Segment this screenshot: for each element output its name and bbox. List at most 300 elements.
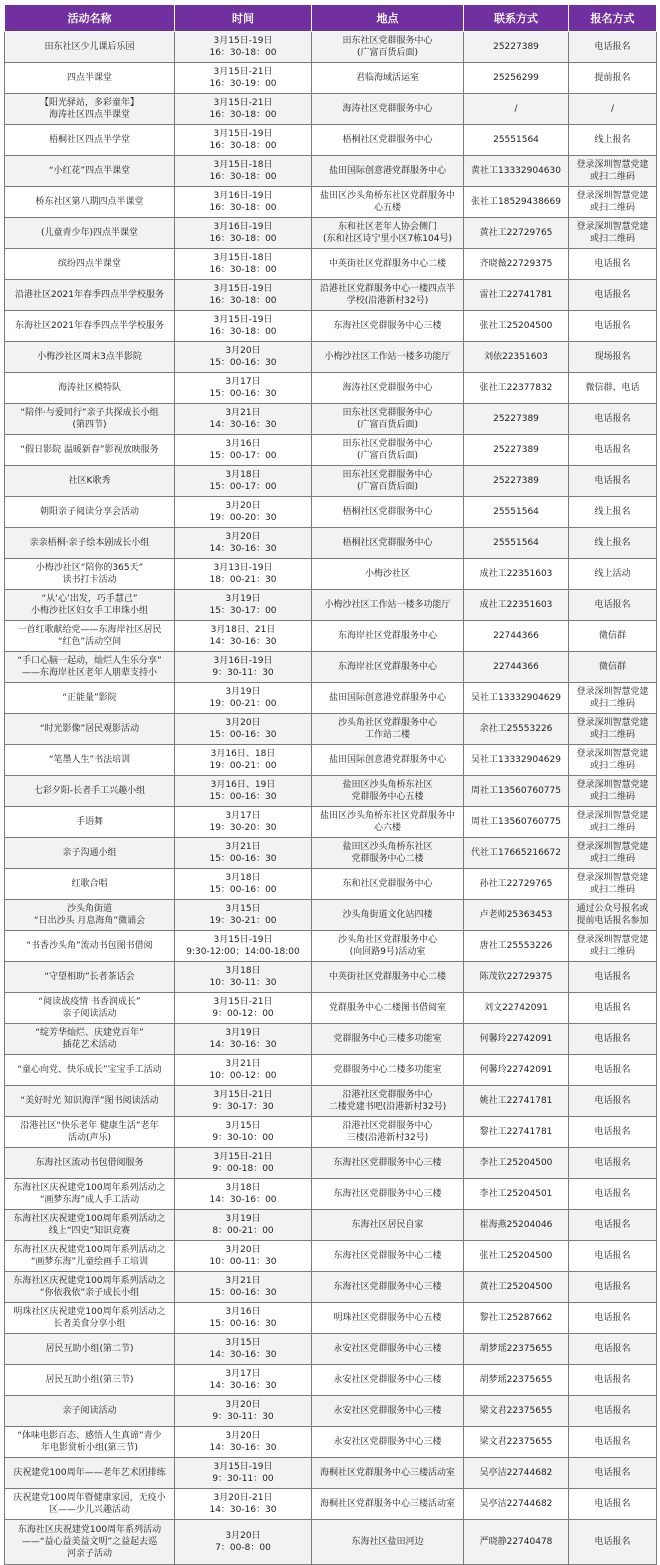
registration-cell: 电话报名 bbox=[569, 1148, 657, 1179]
time-cell: 3月16日-19日 16：30-18：00 bbox=[175, 218, 312, 249]
location-cell: 海桐社区党群服务中心三楼活动室 bbox=[312, 1489, 464, 1520]
registration-cell: 电话报名 bbox=[569, 993, 657, 1024]
location-cell: 沙头角街道文化站四楼 bbox=[312, 900, 464, 931]
activity-name-cell: “阅读战疫情 书香润成长” 亲子阅读活动 bbox=[5, 993, 175, 1024]
time-cell: 3月15日-19日 16：30-18：00 bbox=[175, 280, 312, 311]
time-cell: 3月15日-21日 16：30-18：00 bbox=[175, 94, 312, 125]
activity-name-cell: 东海社区庆祝建党100周年系列活动之 “你依我依”亲子成长小组 bbox=[5, 1272, 175, 1303]
time-cell: 3月15日-21日 9：00-12：00 bbox=[175, 993, 312, 1024]
time-cell: 3月18日 14：30-16：00 bbox=[175, 1179, 312, 1210]
time-cell: 3月17日 14：30-16：30 bbox=[175, 1365, 312, 1396]
table-row bbox=[5, 652, 657, 683]
contact-cell: 25227389 bbox=[464, 32, 569, 63]
contact-cell: 周社工13560760775 bbox=[464, 776, 569, 807]
location-cell: 沿港社区党群服务中心 三楼(沿港新村32号) bbox=[312, 1117, 464, 1148]
table-row bbox=[5, 869, 657, 900]
activity-name-cell: 亲子沟通小组 bbox=[5, 838, 175, 869]
table-row bbox=[5, 1303, 657, 1334]
contact-cell: 周社工13560760775 bbox=[464, 807, 569, 838]
activity-name-cell: 桥东社区第八期四点半课堂 bbox=[5, 187, 175, 218]
contact-cell: 雷社工22741781 bbox=[464, 280, 569, 311]
contact-cell: 何馨玲22742091 bbox=[464, 1055, 569, 1086]
registration-cell: 登录深圳智慧党建 或扫二维码 bbox=[569, 807, 657, 838]
activity-name-cell: 沿港社区2021年春季四点半学校服务 bbox=[5, 280, 175, 311]
activity-name-cell: “陪伴·与爱同行”亲子共探成长小组 (第四节) bbox=[5, 404, 175, 435]
table-row bbox=[5, 497, 657, 528]
location-cell: 党群服务中心二楼多功能室 bbox=[312, 1055, 464, 1086]
registration-cell: 电话报名 bbox=[569, 962, 657, 993]
registration-cell: 登录深圳智慧党建 或扫二维码 bbox=[569, 776, 657, 807]
activity-name-cell: 小梅沙社区“陪你的365天” 读书打卡活动 bbox=[5, 559, 175, 590]
table-row bbox=[5, 621, 657, 652]
contact-cell: 成社工22351603 bbox=[464, 559, 569, 590]
location-cell: 东和社区老年人协会侧门 (东和社区诗宁里小区7栋104号) bbox=[312, 218, 464, 249]
location-cell: 盐田国际创意港党群服务中心 bbox=[312, 745, 464, 776]
registration-cell: 登录深圳智慧党建 或扫二维码 bbox=[569, 714, 657, 745]
time-cell: 3月20日 19：00-20：30 bbox=[175, 497, 312, 528]
activity-name-cell: (儿童青少年)四点半课堂 bbox=[5, 218, 175, 249]
registration-cell: 电话报名 bbox=[569, 1024, 657, 1055]
table-header bbox=[5, 5, 657, 32]
contact-cell: 陈茂钦22729375 bbox=[464, 962, 569, 993]
registration-cell: 微信群 bbox=[569, 652, 657, 683]
activity-name-cell: “童心向党、快乐成长”宝宝手工活动 bbox=[5, 1055, 175, 1086]
contact-cell: 梁文君22375655 bbox=[464, 1396, 569, 1427]
activity-name-cell: “笔墨人生”书法培训 bbox=[5, 745, 175, 776]
activity-name-cell: 一首红歌献给党——东海岸社区居民 “红色”活动空间 bbox=[5, 621, 175, 652]
table-row bbox=[5, 342, 657, 373]
activity-name-cell: “正能量”影院 bbox=[5, 683, 175, 714]
time-cell: 3月15日-18日 16：30-18：00 bbox=[175, 249, 312, 280]
contact-cell: 代社工17665216672 bbox=[464, 838, 569, 869]
registration-cell: 电话报名 bbox=[569, 1055, 657, 1086]
table-row bbox=[5, 993, 657, 1024]
table-row bbox=[5, 125, 657, 156]
activity-table bbox=[4, 4, 657, 1565]
time-cell: 3月19日 19：00-21：00 bbox=[175, 683, 312, 714]
table-row bbox=[5, 1210, 657, 1241]
time-cell: 3月16日-19日 9：30-11：30 bbox=[175, 652, 312, 683]
contact-cell: / bbox=[464, 94, 569, 125]
registration-cell: 电话报名 bbox=[569, 1365, 657, 1396]
activity-name-cell: 海涛社区模特队 bbox=[5, 373, 175, 404]
contact-cell: 25227389 bbox=[464, 404, 569, 435]
activity-name-cell: “绽芳华灿烂、庆建党百年” 插花艺术活动 bbox=[5, 1024, 175, 1055]
header-location: 地点 bbox=[312, 5, 464, 32]
activity-name-cell: 缤纷四点半课堂 bbox=[5, 249, 175, 280]
table-row bbox=[5, 559, 657, 590]
location-cell: 中英街社区党群服务中心二楼 bbox=[312, 962, 464, 993]
time-cell: 3月15日-19日 9:30-12:00；14:00-18:00 bbox=[175, 931, 312, 962]
location-cell: 梧桐社区党群服务中心 bbox=[312, 497, 464, 528]
activity-name-cell: 居民互助小组(第三节) bbox=[5, 1365, 175, 1396]
activity-name-cell: 【阳光驿站，多彩童年】 海涛社区四点半课堂 bbox=[5, 94, 175, 125]
table-row bbox=[5, 1489, 657, 1520]
table-row bbox=[5, 714, 657, 745]
table-row bbox=[5, 745, 657, 776]
table-row bbox=[5, 776, 657, 807]
contact-cell: 胡梦瑶22375655 bbox=[464, 1365, 569, 1396]
registration-cell: 电话报名 bbox=[569, 466, 657, 497]
time-cell: 3月15日-19日 16：30-18：00 bbox=[175, 311, 312, 342]
location-cell: 小梅沙社区 bbox=[312, 559, 464, 590]
contact-cell: 梁文君22375655 bbox=[464, 1427, 569, 1458]
location-cell: 永安社区党群服务中心三楼 bbox=[312, 1396, 464, 1427]
location-cell: 盐田区沙头角桥东社区党群服务中 心五楼 bbox=[312, 187, 464, 218]
activity-name-cell: 小梅沙社区周末3点半影院 bbox=[5, 342, 175, 373]
table-row bbox=[5, 249, 657, 280]
registration-cell: 登录深圳智慧党建 或扫二维码 bbox=[569, 931, 657, 962]
time-cell: 3月17日 19：30-20：30 bbox=[175, 807, 312, 838]
table-row bbox=[5, 94, 657, 125]
registration-cell: 线上报名 bbox=[569, 528, 657, 559]
contact-cell: 22744366 bbox=[464, 652, 569, 683]
time-cell: 3月21日 15：00-16：30 bbox=[175, 1272, 312, 1303]
contact-cell: 崔海燕25204046 bbox=[464, 1210, 569, 1241]
time-cell: 3月15日-19日 16：30-18：00 bbox=[175, 32, 312, 63]
time-cell: 3月15日-19日 9：30-11：00 bbox=[175, 1458, 312, 1489]
location-cell: 东海社区居民自家 bbox=[312, 1210, 464, 1241]
contact-cell: 吴亭洁22744682 bbox=[464, 1489, 569, 1520]
time-cell: 3月16日 15：00-16：30 bbox=[175, 1303, 312, 1334]
contact-cell: 孙社工22729765 bbox=[464, 869, 569, 900]
activity-name-cell: “书香沙头角”流动书包图书借阅 bbox=[5, 931, 175, 962]
time-cell: 3月19日 15：30-17：00 bbox=[175, 590, 312, 621]
location-cell: 盐田区沙头角桥东社区 党群服务中心二楼 bbox=[312, 838, 464, 869]
table-body bbox=[5, 32, 657, 1565]
time-cell: 3月16日 15：00-17：00 bbox=[175, 435, 312, 466]
time-cell: 3月21日 10：00-12：00 bbox=[175, 1055, 312, 1086]
location-cell: 东海社区党群服务中心三楼 bbox=[312, 1179, 464, 1210]
activity-name-cell: 明珠社区庆祝建党100周年系列活动之 长者美食分享小组 bbox=[5, 1303, 175, 1334]
location-cell: 梧桐社区党群服务中心 bbox=[312, 125, 464, 156]
registration-cell: 通过公众号报名或 提前电话报名参加 bbox=[569, 900, 657, 931]
location-cell: 君临海域活运室 bbox=[312, 63, 464, 94]
registration-cell: 电话报名 bbox=[569, 249, 657, 280]
contact-cell: 吴亭洁22744682 bbox=[464, 1458, 569, 1489]
activity-name-cell: 红歌合唱 bbox=[5, 869, 175, 900]
contact-cell: 何馨玲22742091 bbox=[464, 1024, 569, 1055]
activity-name-cell: 七彩夕阳-长者手工兴趣小组 bbox=[5, 776, 175, 807]
table-row bbox=[5, 1055, 657, 1086]
header-time: 时间 bbox=[175, 5, 312, 32]
location-cell: 沿港社区党群服务中心 二楼党建书吧(沿港新村32号) bbox=[312, 1086, 464, 1117]
registration-cell: 电话报名 bbox=[569, 1427, 657, 1458]
location-cell: 沿港社区党群服务中心一楼四点半 学校(沿港新村32号) bbox=[312, 280, 464, 311]
location-cell: 田东社区党群服务中心 (广富百货后面) bbox=[312, 435, 464, 466]
registration-cell: 提前报名 bbox=[569, 63, 657, 94]
contact-cell: 胡梦瑶22375655 bbox=[464, 1334, 569, 1365]
activity-name-cell: “假日影院 温暖新春”影视放映服务 bbox=[5, 435, 175, 466]
activity-name-cell: “从‘心’出发，巧手慧己” 小梅沙社区妇女手工串珠小组 bbox=[5, 590, 175, 621]
activity-name-cell: 沙头角街道 “日出沙头 月息海角”微诵会 bbox=[5, 900, 175, 931]
table-row bbox=[5, 590, 657, 621]
contact-cell: 张社工25204500 bbox=[464, 1241, 569, 1272]
activity-name-cell: 四点半课堂 bbox=[5, 63, 175, 94]
activity-name-cell: 东海社区流动书包借阅服务 bbox=[5, 1148, 175, 1179]
location-cell: 东海社区盐田河边 bbox=[312, 1520, 464, 1565]
table-row bbox=[5, 1272, 657, 1303]
activity-name-cell: “美好时光 知识海洋”图书阅读活动 bbox=[5, 1086, 175, 1117]
contact-cell: 李社工25204500 bbox=[464, 1148, 569, 1179]
contact-cell: 张社工22377832 bbox=[464, 373, 569, 404]
time-cell: 3月18日 10：30-11：30 bbox=[175, 962, 312, 993]
location-cell: 中英街社区党群服务中心二楼 bbox=[312, 249, 464, 280]
registration-cell: 电话报名 bbox=[569, 1303, 657, 1334]
location-cell: 东和社区党群服务中心 bbox=[312, 869, 464, 900]
time-cell: 3月15日 9：30-10：00 bbox=[175, 1117, 312, 1148]
registration-cell: 电话报名 bbox=[569, 1210, 657, 1241]
table-row bbox=[5, 311, 657, 342]
activity-name-cell: 沿港社区“快乐老年 健康生活”老年 活动(声乐) bbox=[5, 1117, 175, 1148]
location-cell: 党群服务中心二楼图书借阅室 bbox=[312, 993, 464, 1024]
time-cell: 3月20日 14：30-16：30 bbox=[175, 528, 312, 559]
location-cell: 东海社区党群服务中心二楼 bbox=[312, 1241, 464, 1272]
table-row bbox=[5, 218, 657, 249]
registration-cell: 电话报名 bbox=[569, 311, 657, 342]
activity-name-cell: “时光影像”居民观影活动 bbox=[5, 714, 175, 745]
activity-name-cell: 田东社区少儿课后乐园 bbox=[5, 32, 175, 63]
time-cell: 3月15日-21日 9：30-17：30 bbox=[175, 1086, 312, 1117]
registration-cell: 电话报名 bbox=[569, 32, 657, 63]
registration-cell: 电话报名 bbox=[569, 1489, 657, 1520]
activity-name-cell: 社区K歌秀 bbox=[5, 466, 175, 497]
activity-name-cell: 东海社区庆祝建党100周年系列活动之 “画梦东海”儿童绘画手工培训 bbox=[5, 1241, 175, 1272]
table-row bbox=[5, 1148, 657, 1179]
contact-cell: 25551564 bbox=[464, 528, 569, 559]
contact-cell: 刘依22351603 bbox=[464, 342, 569, 373]
location-cell: 东海岸社区党群服务中心 bbox=[312, 652, 464, 683]
registration-cell: 登录深圳智慧党建 或扫二维码 bbox=[569, 838, 657, 869]
registration-cell: 电话报名 bbox=[569, 1272, 657, 1303]
table-row bbox=[5, 528, 657, 559]
contact-cell: 黎社工22741781 bbox=[464, 1117, 569, 1148]
table-row bbox=[5, 1427, 657, 1458]
registration-cell: 电话报名 bbox=[569, 1179, 657, 1210]
contact-cell: 25227389 bbox=[464, 466, 569, 497]
location-cell: 小梅沙社区工作站一楼多功能厅 bbox=[312, 590, 464, 621]
time-cell: 3月15日-21日 9：00-18：00 bbox=[175, 1148, 312, 1179]
location-cell: 小梅沙社区工作站一楼多功能厅 bbox=[312, 342, 464, 373]
contact-cell: 吴社工13332904629 bbox=[464, 745, 569, 776]
table-row bbox=[5, 404, 657, 435]
table-row bbox=[5, 187, 657, 218]
location-cell: 田东社区党群服务中心 (广富百货后面) bbox=[312, 404, 464, 435]
registration-cell: 电话报名 bbox=[569, 404, 657, 435]
table-row bbox=[5, 1458, 657, 1489]
contact-cell: 李社工25204501 bbox=[464, 1179, 569, 1210]
contact-cell: 25227389 bbox=[464, 435, 569, 466]
activity-name-cell: 东海社区庆祝建党100周年系列活动之 线上“四史”知识竞赛 bbox=[5, 1210, 175, 1241]
table-row bbox=[5, 32, 657, 63]
table-row bbox=[5, 156, 657, 187]
location-cell: 明珠社区党群服务中心五楼 bbox=[312, 1303, 464, 1334]
registration-cell: 电话报名 bbox=[569, 1241, 657, 1272]
registration-cell: 登录深圳智慧党建 或扫二维码 bbox=[569, 745, 657, 776]
contact-cell: 黎社工25287662 bbox=[464, 1303, 569, 1334]
time-cell: 3月16日、18日 19：00-21：00 bbox=[175, 745, 312, 776]
time-cell: 3月16日、19日 15：00-16：30 bbox=[175, 776, 312, 807]
contact-cell: 25551564 bbox=[464, 125, 569, 156]
activity-name-cell: 梧桐社区四点半学堂 bbox=[5, 125, 175, 156]
table-row bbox=[5, 466, 657, 497]
table-row bbox=[5, 1396, 657, 1427]
location-cell: 东海岸社区党群服务中心 bbox=[312, 621, 464, 652]
location-cell: 梧桐社区党群服务中心 bbox=[312, 528, 464, 559]
registration-cell: 登录深圳智慧党建 或扫二维码 bbox=[569, 187, 657, 218]
location-cell: 党群服务中心三楼多功能室 bbox=[312, 1024, 464, 1055]
location-cell: 永安社区党群服务中心三楼 bbox=[312, 1334, 464, 1365]
activity-name-cell: 东海社区2021年春季四点半学校服务 bbox=[5, 311, 175, 342]
time-cell: 3月20日 15：00-16：30 bbox=[175, 342, 312, 373]
table-row bbox=[5, 373, 657, 404]
header-registration: 报名方式 bbox=[569, 5, 657, 32]
table-row bbox=[5, 1334, 657, 1365]
contact-cell: 齐晓薇22729375 bbox=[464, 249, 569, 280]
table-row bbox=[5, 962, 657, 993]
time-cell: 3月16日-19日 16：30-18：00 bbox=[175, 187, 312, 218]
contact-cell: 黄社工22729765 bbox=[464, 218, 569, 249]
contact-cell: 黄社工25204500 bbox=[464, 1272, 569, 1303]
location-cell: 东海社区党群服务中心三楼 bbox=[312, 1272, 464, 1303]
location-cell: 沙头角社区党群服务中心 (向回路9号)活动室 bbox=[312, 931, 464, 962]
activity-name-cell: “小红花”四点半课堂 bbox=[5, 156, 175, 187]
time-cell: 3月19日 8：00-21：00 bbox=[175, 1210, 312, 1241]
time-cell: 3月20日-21日 14：30-16：30 bbox=[175, 1489, 312, 1520]
contact-cell: 张社工25204500 bbox=[464, 311, 569, 342]
location-cell: 田东社区党群服务中心 (广富百货后面) bbox=[312, 466, 464, 497]
registration-cell: 微信群、电话 bbox=[569, 373, 657, 404]
contact-cell: 22744366 bbox=[464, 621, 569, 652]
time-cell: 3月17日 15：00-16：30 bbox=[175, 373, 312, 404]
table-row bbox=[5, 900, 657, 931]
activity-name-cell: “手口心脑一起动，灿烂人生乐分享” ——东海岸社区老年人朋辈支持小 bbox=[5, 652, 175, 683]
location-cell: 海桐社区党群服务中心三楼活动室 bbox=[312, 1458, 464, 1489]
activity-name-cell: 东海社区庆祝建党100周年系列活动之 “画梦东海”成人手工活动 bbox=[5, 1179, 175, 1210]
location-cell: 东海社区党群服务中心三楼 bbox=[312, 311, 464, 342]
registration-cell: 电话报名 bbox=[569, 1334, 657, 1365]
registration-cell: 电话报名 bbox=[569, 1458, 657, 1489]
time-cell: 3月15日 19：30-21：00 bbox=[175, 900, 312, 931]
table-row bbox=[5, 683, 657, 714]
contact-cell: 成社工22351603 bbox=[464, 590, 569, 621]
registration-cell: 电话报名 bbox=[569, 590, 657, 621]
contact-cell: 25551564 bbox=[464, 497, 569, 528]
table-row bbox=[5, 1024, 657, 1055]
activity-name-cell: 亲子阅读活动 bbox=[5, 1396, 175, 1427]
activity-name-cell: 居民互助小组(第二节) bbox=[5, 1334, 175, 1365]
time-cell: 3月18日 15：00-17：00 bbox=[175, 466, 312, 497]
contact-cell: 姚社工22741781 bbox=[464, 1086, 569, 1117]
time-cell: 3月19日 14：30-16：30 bbox=[175, 1024, 312, 1055]
registration-cell: 微信群 bbox=[569, 621, 657, 652]
contact-cell: 黄社工13332904630 bbox=[464, 156, 569, 187]
location-cell: 海涛社区党群服务中心 bbox=[312, 373, 464, 404]
table-row bbox=[5, 1241, 657, 1272]
table-row bbox=[5, 63, 657, 94]
registration-cell: 电话报名 bbox=[569, 435, 657, 466]
time-cell: 3月20日 7：00-8：00 bbox=[175, 1520, 312, 1565]
time-cell: 3月13日-19日 18：00-21：30 bbox=[175, 559, 312, 590]
contact-cell: 张社工18529438669 bbox=[464, 187, 569, 218]
contact-cell: 唐社工25553226 bbox=[464, 931, 569, 962]
table-row bbox=[5, 838, 657, 869]
activity-name-cell: 手语舞 bbox=[5, 807, 175, 838]
contact-cell: 25256299 bbox=[464, 63, 569, 94]
location-cell: 永安社区党群服务中心三楼 bbox=[312, 1427, 464, 1458]
table-row bbox=[5, 807, 657, 838]
activity-name-cell: 朝阳亲子阅读分享会活动 bbox=[5, 497, 175, 528]
location-cell: 盐田区沙头角桥东社区 党群服务中心五楼 bbox=[312, 776, 464, 807]
registration-cell: 电话报名 bbox=[569, 1396, 657, 1427]
table-row bbox=[5, 435, 657, 466]
registration-cell: 线上报名 bbox=[569, 125, 657, 156]
time-cell: 3月15日-21日 16：30-19：00 bbox=[175, 63, 312, 94]
activity-name-cell: 东海社区庆祝建党100周年系列活动 ——“益心益美益文明”之益起去巡 河亲子活动 bbox=[5, 1520, 175, 1565]
table-row bbox=[5, 1086, 657, 1117]
contact-cell: 余社工25553226 bbox=[464, 714, 569, 745]
registration-cell: 电话报名 bbox=[569, 280, 657, 311]
registration-cell: 现场报名 bbox=[569, 342, 657, 373]
time-cell: 3月15日 14：30-16：30 bbox=[175, 1334, 312, 1365]
contact-cell: 吴社工13332904629 bbox=[464, 683, 569, 714]
location-cell: 盐田区沙头角桥东社区党群服务中 心六楼 bbox=[312, 807, 464, 838]
registration-cell: 登录深圳智慧党建 或扫二维码 bbox=[569, 683, 657, 714]
time-cell: 3月20日 14：30-16：30 bbox=[175, 1427, 312, 1458]
contact-cell: 严晓静22740478 bbox=[464, 1520, 569, 1565]
time-cell: 3月15日-18日 16：30-18：00 bbox=[175, 156, 312, 187]
registration-cell: 电话报名 bbox=[569, 1086, 657, 1117]
activity-name-cell: “守望相助”长者茶话会 bbox=[5, 962, 175, 993]
registration-cell: / bbox=[569, 94, 657, 125]
contact-cell: 卢老师25363453 bbox=[464, 900, 569, 931]
table-row bbox=[5, 1117, 657, 1148]
registration-cell: 登录深圳智慧党建 或扫二维码 bbox=[569, 218, 657, 249]
time-cell: 3月20日 10：00-11：30 bbox=[175, 1241, 312, 1272]
registration-cell: 线上活动 bbox=[569, 559, 657, 590]
registration-cell: 线上报名 bbox=[569, 497, 657, 528]
location-cell: 田东社区党群服务中心 (广富百货后面) bbox=[312, 32, 464, 63]
time-cell: 3月18日 15：00-16：00 bbox=[175, 869, 312, 900]
header-contact: 联系方式 bbox=[464, 5, 569, 32]
activity-name-cell: 庆祝建党100周年——老年艺术团排练 bbox=[5, 1458, 175, 1489]
activity-name-cell: “体味电影百态、感悟人生真谛”青少 年电影赏析小组(第三节) bbox=[5, 1427, 175, 1458]
table-row bbox=[5, 280, 657, 311]
table-row bbox=[5, 1365, 657, 1396]
time-cell: 3月20日 15：00-16：30 bbox=[175, 714, 312, 745]
registration-cell: 登录深圳智慧党建 或扫二维码 bbox=[569, 869, 657, 900]
registration-cell: 电话报名 bbox=[569, 1117, 657, 1148]
location-cell: 盐田国际创意港党群服务中心 bbox=[312, 156, 464, 187]
activity-name-cell: 庆祝建党100周年暨健康家园，无疫小 区——少儿兴趣活动 bbox=[5, 1489, 175, 1520]
time-cell: 3月21日 15：00-16：30 bbox=[175, 838, 312, 869]
activity-name-cell: 亲亲梧桐·亲子绘本剧成长小组 bbox=[5, 528, 175, 559]
time-cell: 3月18日、21日 14：30-16：30 bbox=[175, 621, 312, 652]
table-row bbox=[5, 1520, 657, 1565]
table-row bbox=[5, 1179, 657, 1210]
contact-cell: 刘文22742091 bbox=[464, 993, 569, 1024]
registration-cell: 登录深圳智慧党建 或扫二维码 bbox=[569, 156, 657, 187]
location-cell: 盐田国际创意港党群服务中心 bbox=[312, 683, 464, 714]
registration-cell: 电话报名 bbox=[569, 1520, 657, 1565]
table-row bbox=[5, 931, 657, 962]
location-cell: 沙头角社区党群服务中心 工作站二楼 bbox=[312, 714, 464, 745]
time-cell: 3月20日 9：30-11：30 bbox=[175, 1396, 312, 1427]
location-cell: 东海社区党群服务中心三楼 bbox=[312, 1148, 464, 1179]
header-activity-name: 活动名称 bbox=[5, 5, 175, 32]
location-cell: 永安社区党群服务中心三楼 bbox=[312, 1365, 464, 1396]
location-cell: 海涛社区党群服务中心 bbox=[312, 94, 464, 125]
